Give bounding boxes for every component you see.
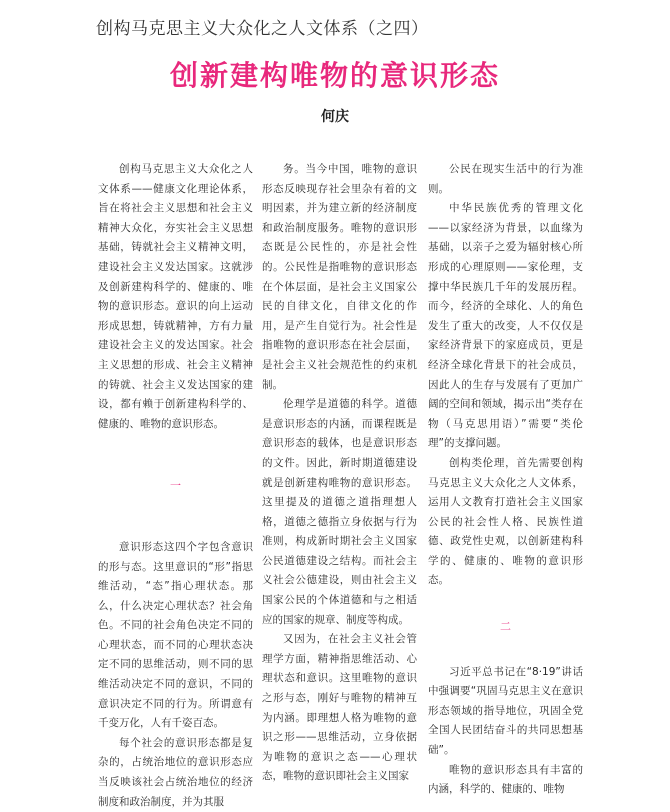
section-marker: 一	[170, 479, 181, 493]
paragraph: 习近平总书记在“8·19”讲话中强调要“巩固马克思主义在意识形态领域的指导地位，巩固全党全国人民团结奋斗的共同思想基础”。	[428, 665, 583, 757]
text-column-2	[262, 160, 417, 787]
text-column-1	[98, 160, 253, 812]
paragraph: 唯物的意识形态具有丰富的内涵，科学的、健康的、唯物	[428, 763, 583, 796]
paragraph: 又因为，在社会主义社会管理学方面，精神指思维活动、心理状态和意识。这里唯物的意识之形与态，刚好与唯物的精神互为内涵。即理想人格为唯物的意识之形——思维活动，立身依据为唯物的意识之态——心理状态，唯物的意识即社会主义国家	[262, 633, 417, 783]
paragraph: 创构马克思主义大众化之人文体系——健康文化理论体系，旨在将社会主义思想和社会主义精神大众化，夯实社会主义思想基础，铸就社会主义精神文明，建设社会主义发达国家。这就涉及创新建构科学的、健康的、唯物的意识形态。意识的向上运动形成思想，铸就精神，方有力量建设社会主义的发达国家。社会主义思想的形成、社会主义精神的铸就、社会主义发达国家的建设，都有赖于创新建构科学的、健康的、唯物的意识形态。	[98, 163, 253, 430]
series-title: 创构马克思主义大众化之人文体系（之四）	[96, 19, 429, 39]
text-column-3	[428, 160, 583, 800]
paragraph: 伦理学是道德的科学。道德是意识形态的内涵，而课程既是意识形态的载体，也是意识形态的文件。因此，新时期道德建设就是创新建构唯物的意识形态。这里提及的道德之道指理想人格，道德之德指立身依据与行为准则，构成新时期社会主义国家公民道德建设之结构。而社会主义社会公德建设，则由社会主义国家公民的个体道德和与之相适应的国家的规章、制度等构成。	[262, 398, 417, 626]
paragraph: 创构类伦理，首先需要创构马克思主义大众化之人文体系，运用人文教育打造社会主义国家公民的社会性人格、民族性道德、政党性史观，以创新建构科学的、健康的、唯物的意识形态。	[428, 456, 583, 587]
author-name: 何庆	[321, 109, 349, 125]
section-marker: 二	[500, 620, 511, 634]
article-title: 创新建构唯物的意识形态	[169, 59, 500, 92]
paragraph: 意识形态这四个字包含意识的形与态。这里意识的“形”指思维活动，“态”指心理状态。那么，什么决定心理状态？社会角色。不同的社会角色决定不同的心理状态，而不同的心理状态决定不同的思维活动，则不同的思维活动决定不同的意识，不同的意识决定不同的行为。所谓意有千变万化，人有千姿百态。	[98, 540, 253, 730]
paragraph: 中华民族优秀的管理文化——以家经济为背景，以血缘为基础，以亲子之爱为辐射核心所形成的心理原则——家伦理，支撑中华民族几千年的发展历程。而今，经济的全球化、人的角色发生了重大的改变，人不仅仅是家经济背景下的家庭成员，更是经济全球化背景下的社会成员，因此人的生存与发展有了更加广阔的空间和领域，揭示出“类存在物（马克思用语）”需要“类伦理”的支撑问题。	[428, 202, 583, 450]
paragraph: 务。当今中国，唯物的意识形态反映现存社会里杂有着的文明因素，并为建立新的经济制度和政治制度服务。唯物的意识形态既是公民性的，亦是社会性的。公民性是指唯物的意识形态在个体层面，是社会主义国家公民的自律文化，自律文化的作用，是产生自觉行为。社会性是指唯物的意识形态在社会层面，是社会主义社会规范性的约束机制。	[262, 163, 417, 391]
paragraph: 每个社会的意识形态都是复杂的，占统治地位的意识形态应当反映该社会占统治地位的经济制度和政治制度，并为其服	[98, 736, 253, 808]
paragraph: 公民在现实生活中的行为准则。	[428, 163, 583, 195]
